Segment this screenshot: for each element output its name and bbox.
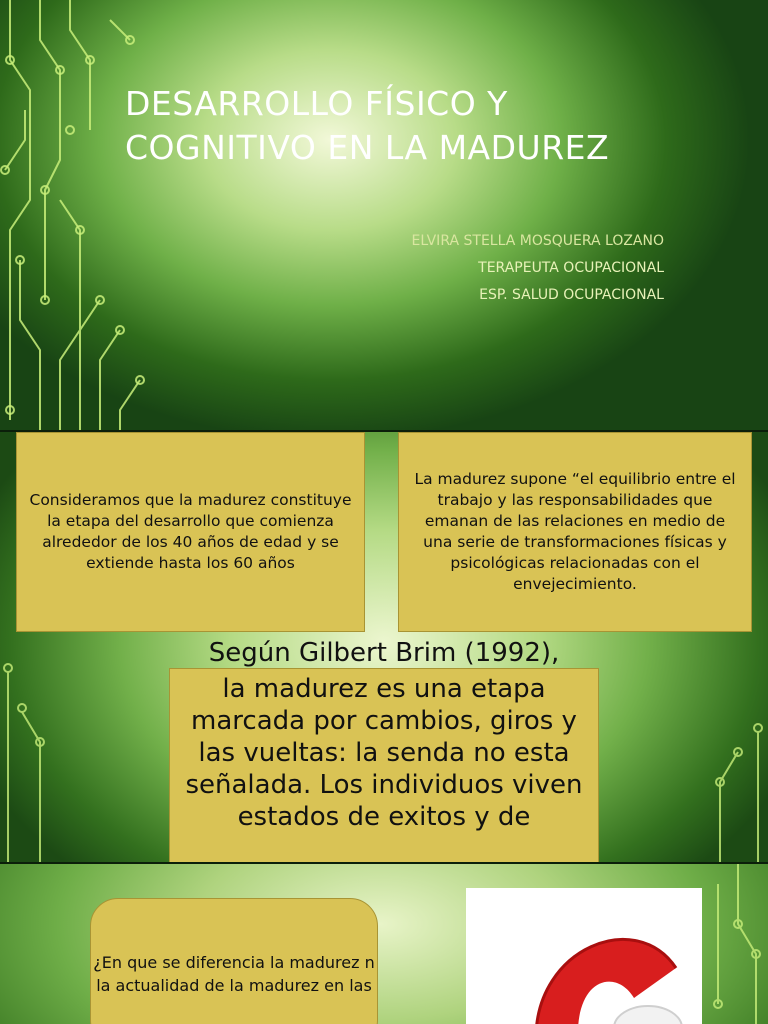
definition-box-left [16,432,365,632]
question-text: ¿En que se diferencia la madurez n la actualidad de la madurez en las [93,953,375,995]
author-role: TERAPEUTA OCUPACIONAL [478,260,664,276]
slide-title: DESARROLLO FÍSICO Y COGNITIVO EN LA MADUREZ [125,84,610,167]
definition-box-right [398,432,752,632]
author-specialty: ESP. SALUD OCUPACIONAL [479,287,664,303]
question-box [90,898,378,1024]
quote-heading: Según Gilbert Brim (1992), [208,638,560,668]
definition-slide [0,432,768,864]
question-slide [0,864,768,1024]
definition-text: Consideramos que la madurez constituye la etapa del desarrollo que comienza alrededor de los 40 años de edad y se extiende hasta los 60 años [29,491,352,572]
quote-box [169,668,599,864]
quote-text: la madurez es una etapa marcada por cambios, giros y las vueltas: la senda no esta señalada. Los individuos viven estados de exitos y de [185,674,583,832]
circuit-decoration-right-icon [708,864,768,1024]
circuit-decoration-left-icon [0,0,160,432]
title-slide [0,0,768,432]
magnet-icon [466,888,702,1024]
magnet-image [466,888,702,1024]
author-name: ELVIRA STELLA MOSQUERA LOZANO [411,233,664,249]
equilibrium-text: La madurez supone “el equilibrio entre el trabajo y las responsabilidades que emanan de las relaciones en medio de una serie de transformaciones físicas y psicológicas relacionadas con el envejecimiento. [414,470,736,593]
